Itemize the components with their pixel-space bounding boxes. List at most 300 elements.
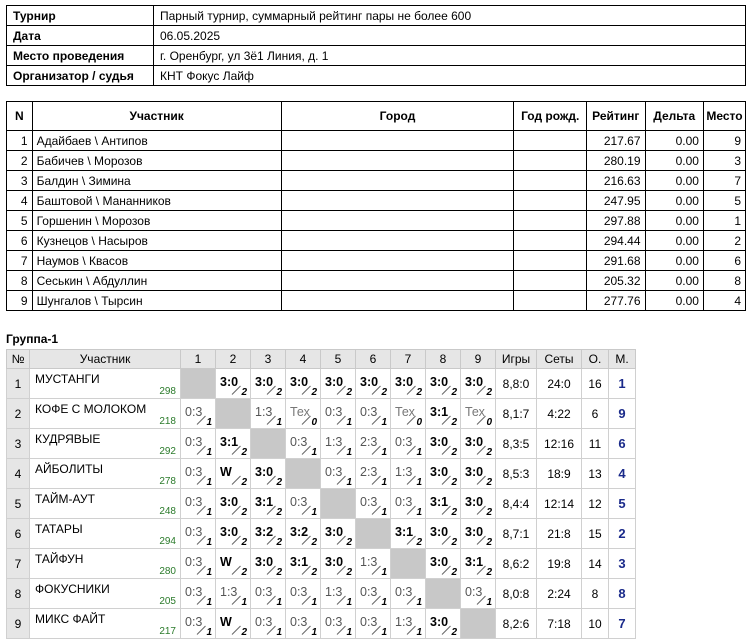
match-score: 0:3 xyxy=(255,615,273,629)
participant-name: Бабичев \ Морозов xyxy=(32,151,281,171)
participant-city xyxy=(281,191,514,211)
participant-name: Адайбаев \ Антипов xyxy=(32,131,281,151)
match-score: 0:3 xyxy=(360,495,378,509)
diagonal-cell xyxy=(461,609,496,639)
participant-place: 8 xyxy=(703,271,745,291)
group-row xyxy=(7,489,636,519)
team-games: 8,4:4 xyxy=(496,489,537,519)
match-cell[interactable] xyxy=(286,579,321,609)
participant-year xyxy=(514,131,587,151)
match-points: 1 xyxy=(346,447,352,458)
group-row xyxy=(7,609,636,639)
team-name: МУСТАНГИ xyxy=(35,372,100,386)
match-cell[interactable] xyxy=(286,549,321,579)
match-cell[interactable] xyxy=(426,429,461,459)
match-points: 2 xyxy=(276,537,282,548)
match-cell[interactable] xyxy=(391,429,426,459)
match-score: 0:3 xyxy=(290,495,308,509)
match-points: 2 xyxy=(241,537,247,548)
match-points: 2 xyxy=(451,567,457,578)
group-col-header: 7 xyxy=(391,350,426,369)
match-score: 3:0 xyxy=(325,375,344,389)
match-score: 0:3 xyxy=(360,615,378,629)
match-points: 1 xyxy=(206,417,212,428)
match-cell[interactable] xyxy=(251,489,286,519)
match-points: 1 xyxy=(381,477,387,488)
match-cell[interactable] xyxy=(216,369,251,399)
match-score: 1:3 xyxy=(360,555,378,569)
match-score: 0:3 xyxy=(360,585,378,599)
match-score: 3:0 xyxy=(465,525,484,539)
participant-place: 4 xyxy=(703,291,745,311)
participant-city xyxy=(281,211,514,231)
group-col-header: Игры xyxy=(496,350,537,369)
team-place: 9 xyxy=(609,399,636,429)
match-points: 2 xyxy=(451,387,457,398)
match-cell[interactable] xyxy=(216,549,251,579)
team-cell xyxy=(30,399,181,429)
match-score: 0:3 xyxy=(185,555,203,569)
match-score: 3:1 xyxy=(395,525,414,539)
match-score: 3:0 xyxy=(430,465,449,479)
match-cell[interactable] xyxy=(461,519,496,549)
group-col-header: № xyxy=(7,350,30,369)
match-points: 1 xyxy=(381,447,387,458)
match-score: 0:3 xyxy=(325,465,343,479)
match-cell[interactable] xyxy=(461,549,496,579)
match-cell[interactable] xyxy=(251,369,286,399)
participant-delta: 0.00 xyxy=(645,151,703,171)
match-score: 3:0 xyxy=(360,375,379,389)
match-score: 3:0 xyxy=(465,495,484,509)
match-score: 3:2 xyxy=(255,525,274,539)
team-points: 6 xyxy=(582,399,609,429)
match-cell[interactable] xyxy=(251,609,286,639)
match-cell[interactable] xyxy=(356,489,391,519)
col-n: N xyxy=(7,102,33,131)
match-cell[interactable] xyxy=(391,489,426,519)
match-cell[interactable] xyxy=(426,549,461,579)
team-cell xyxy=(30,489,181,519)
team-index: 4 xyxy=(7,459,30,489)
match-score: 3:0 xyxy=(255,465,274,479)
participant-name: Горшенин \ Морозов xyxy=(32,211,281,231)
info-row xyxy=(7,66,746,86)
match-score: 3:0 xyxy=(430,435,449,449)
match-score: 3:0 xyxy=(255,555,274,569)
match-score: 3:0 xyxy=(325,555,344,569)
participant-name: Наумов \ Квасов xyxy=(32,251,281,271)
participant-delta: 0.00 xyxy=(645,291,703,311)
group-row xyxy=(7,459,636,489)
match-cell[interactable] xyxy=(426,459,461,489)
participant-delta: 0.00 xyxy=(645,191,703,211)
participant-n: 7 xyxy=(7,251,33,271)
team-name: ТАЙМ-АУТ xyxy=(35,492,95,506)
match-cell[interactable] xyxy=(216,579,251,609)
team-sets: 12:16 xyxy=(537,429,582,459)
participant-year xyxy=(514,211,587,231)
team-points: 13 xyxy=(582,459,609,489)
diagonal-cell xyxy=(181,369,216,399)
score-slash xyxy=(232,566,241,575)
match-score: 3:0 xyxy=(220,525,239,539)
team-points: 8 xyxy=(582,579,609,609)
match-points: 2 xyxy=(241,387,247,398)
participant-row xyxy=(7,151,746,171)
team-place: 5 xyxy=(609,489,636,519)
team-rating: 248 xyxy=(159,506,176,517)
match-points: 2 xyxy=(486,387,492,398)
match-score: 3:1 xyxy=(430,405,449,419)
match-cell[interactable] xyxy=(251,549,286,579)
team-games: 8,8:0 xyxy=(496,369,537,399)
match-points: 1 xyxy=(276,597,282,608)
match-score: W xyxy=(220,465,232,479)
team-cell xyxy=(30,579,181,609)
match-cell[interactable] xyxy=(356,609,391,639)
match-score: 0:3 xyxy=(185,495,203,509)
team-points: 16 xyxy=(582,369,609,399)
match-cell[interactable] xyxy=(461,459,496,489)
group-row xyxy=(7,369,636,399)
match-points: 1 xyxy=(311,627,317,638)
match-points: 2 xyxy=(276,507,282,518)
match-cell[interactable] xyxy=(286,369,321,399)
match-score: 3:0 xyxy=(430,375,449,389)
group-title: Группа-1 xyxy=(6,332,59,346)
match-cell[interactable] xyxy=(356,369,391,399)
match-cell[interactable] xyxy=(216,489,251,519)
team-name: КОФЕ С МОЛОКОМ xyxy=(35,402,147,416)
tournament-info-table xyxy=(6,5,746,86)
team-name: ТАЙФУН xyxy=(35,552,84,566)
match-points: 1 xyxy=(486,597,492,608)
match-score: 3:0 xyxy=(465,435,484,449)
team-place: 1 xyxy=(609,369,636,399)
match-points: 1 xyxy=(206,597,212,608)
match-points: 2 xyxy=(241,507,247,518)
match-score: W xyxy=(220,615,232,629)
match-points: 1 xyxy=(206,567,212,578)
group-row xyxy=(7,549,636,579)
participant-rating: 217.67 xyxy=(587,131,645,151)
match-score: 0:3 xyxy=(185,585,203,599)
match-cell[interactable] xyxy=(321,369,356,399)
match-points: 2 xyxy=(346,567,352,578)
team-sets: 4:22 xyxy=(537,399,582,429)
info-value: КНТ Фокус Лайф xyxy=(154,66,746,86)
match-cell[interactable] xyxy=(251,399,286,429)
match-points: 2 xyxy=(381,387,387,398)
team-cell xyxy=(30,549,181,579)
group-col-header: 3 xyxy=(251,350,286,369)
col-city: Город xyxy=(281,102,514,131)
participant-year xyxy=(514,151,587,171)
match-score: 3:0 xyxy=(430,555,449,569)
match-cell[interactable] xyxy=(321,609,356,639)
match-cell[interactable] xyxy=(391,399,426,429)
match-points: 1 xyxy=(381,567,387,578)
match-cell[interactable] xyxy=(391,459,426,489)
group-col-header: 2 xyxy=(216,350,251,369)
match-cell[interactable] xyxy=(181,489,216,519)
match-cell[interactable] xyxy=(321,579,356,609)
match-score: 3:0 xyxy=(430,525,449,539)
match-points: 1 xyxy=(381,417,387,428)
match-cell[interactable] xyxy=(181,459,216,489)
match-points: 2 xyxy=(416,537,422,548)
diagonal-cell xyxy=(286,459,321,489)
match-score: 3:1 xyxy=(255,495,274,509)
match-score: 0:3 xyxy=(185,435,203,449)
group-col-header: 4 xyxy=(286,350,321,369)
match-cell[interactable] xyxy=(461,369,496,399)
match-points: 2 xyxy=(486,447,492,458)
diagonal-cell xyxy=(356,519,391,549)
match-cell[interactable] xyxy=(286,429,321,459)
participant-city xyxy=(281,251,514,271)
match-points: 1 xyxy=(381,627,387,638)
participant-row xyxy=(7,251,746,271)
match-cell[interactable] xyxy=(391,369,426,399)
match-points: 0 xyxy=(311,417,317,428)
match-cell[interactable] xyxy=(286,609,321,639)
participant-n: 2 xyxy=(7,151,33,171)
match-points: 2 xyxy=(451,477,457,488)
match-score: 3:1 xyxy=(290,555,309,569)
participant-name: Сеськин \ Абдуллин xyxy=(32,271,281,291)
match-score: 3:1 xyxy=(220,435,239,449)
match-cell[interactable] xyxy=(181,579,216,609)
match-score: Тех xyxy=(465,405,485,419)
match-points: 2 xyxy=(451,507,457,518)
team-index: 5 xyxy=(7,489,30,519)
match-cell[interactable] xyxy=(426,519,461,549)
match-score: 3:2 xyxy=(290,525,309,539)
team-sets: 12:14 xyxy=(537,489,582,519)
match-points: 1 xyxy=(416,507,422,518)
match-cell[interactable] xyxy=(181,399,216,429)
match-points: 2 xyxy=(311,567,317,578)
team-points: 10 xyxy=(582,609,609,639)
info-row xyxy=(7,6,746,26)
info-label: Место проведения xyxy=(7,46,154,66)
participant-row xyxy=(7,131,746,151)
score-slash xyxy=(232,476,241,485)
match-cell[interactable] xyxy=(286,519,321,549)
match-cell[interactable] xyxy=(286,399,321,429)
match-cell[interactable] xyxy=(216,429,251,459)
match-points: 2 xyxy=(451,417,457,428)
team-index: 8 xyxy=(7,579,30,609)
group-row xyxy=(7,399,636,429)
col-birth-year: Год рожд. xyxy=(514,102,587,131)
match-cell[interactable] xyxy=(461,489,496,519)
match-score: 0:3 xyxy=(290,585,308,599)
group-col-header: 5 xyxy=(321,350,356,369)
match-cell[interactable] xyxy=(426,369,461,399)
info-label: Дата xyxy=(7,26,154,46)
participant-rating: 247.95 xyxy=(587,191,645,211)
match-score: 0:3 xyxy=(185,405,203,419)
match-score: 3:1 xyxy=(465,555,484,569)
participant-n: 5 xyxy=(7,211,33,231)
match-cell[interactable] xyxy=(426,609,461,639)
match-points: 1 xyxy=(416,477,422,488)
participant-n: 1 xyxy=(7,131,33,151)
participant-year xyxy=(514,231,587,251)
match-points: 2 xyxy=(276,477,282,488)
match-points: 2 xyxy=(486,507,492,518)
match-points: 1 xyxy=(416,447,422,458)
match-points: 2 xyxy=(416,387,422,398)
match-cell[interactable] xyxy=(321,399,356,429)
match-cell[interactable] xyxy=(251,459,286,489)
match-points: 2 xyxy=(276,567,282,578)
team-points: 15 xyxy=(582,519,609,549)
diagonal-cell xyxy=(251,429,286,459)
match-cell[interactable] xyxy=(181,519,216,549)
match-score: 3:0 xyxy=(220,495,239,509)
team-games: 8,7:1 xyxy=(496,519,537,549)
participant-place: 1 xyxy=(703,211,745,231)
participant-year xyxy=(514,171,587,191)
participant-row xyxy=(7,171,746,191)
match-score: 0:3 xyxy=(360,405,378,419)
info-label: Организатор / судья xyxy=(7,66,154,86)
participant-n: 6 xyxy=(7,231,33,251)
match-cell[interactable] xyxy=(216,609,251,639)
match-score: 3:0 xyxy=(465,375,484,389)
participant-row xyxy=(7,211,746,231)
participant-delta: 0.00 xyxy=(645,131,703,151)
match-cell[interactable] xyxy=(181,549,216,579)
team-place: 8 xyxy=(609,579,636,609)
match-score: 3:0 xyxy=(465,465,484,479)
participant-year xyxy=(514,271,587,291)
match-cell[interactable] xyxy=(356,399,391,429)
participants-header-row xyxy=(7,102,746,131)
participant-name: Балдин \ Зимина xyxy=(32,171,281,191)
match-cell[interactable] xyxy=(356,549,391,579)
participant-rating: 205.32 xyxy=(587,271,645,291)
diagonal-cell xyxy=(216,399,251,429)
match-score: 0:3 xyxy=(395,495,413,509)
match-cell[interactable] xyxy=(461,429,496,459)
score-slash xyxy=(232,626,241,635)
participant-delta: 0.00 xyxy=(645,251,703,271)
match-cell[interactable] xyxy=(356,579,391,609)
team-index: 1 xyxy=(7,369,30,399)
group-col-header: Участник xyxy=(30,350,181,369)
participant-rating: 291.68 xyxy=(587,251,645,271)
match-cell[interactable] xyxy=(321,459,356,489)
match-cell[interactable] xyxy=(461,399,496,429)
team-rating: 294 xyxy=(159,536,176,547)
participant-city xyxy=(281,271,514,291)
group-col-header: 9 xyxy=(461,350,496,369)
match-score: 0:3 xyxy=(185,465,203,479)
team-games: 8,3:5 xyxy=(496,429,537,459)
participant-place: 9 xyxy=(703,131,745,151)
team-place: 6 xyxy=(609,429,636,459)
match-score: 0:3 xyxy=(325,615,343,629)
group-col-header: М. xyxy=(609,350,636,369)
info-label: Турнир xyxy=(7,6,154,26)
participant-place: 3 xyxy=(703,151,745,171)
match-cell[interactable] xyxy=(356,429,391,459)
match-points: 1 xyxy=(381,597,387,608)
diagonal-cell xyxy=(391,549,426,579)
match-cell[interactable] xyxy=(391,519,426,549)
match-score: Тех xyxy=(395,405,415,419)
match-cell[interactable] xyxy=(391,579,426,609)
match-score: 3:0 xyxy=(395,375,414,389)
participant-name: Кузнецов \ Насыров xyxy=(32,231,281,251)
participant-year xyxy=(514,191,587,211)
participant-rating: 294.44 xyxy=(587,231,645,251)
participant-year xyxy=(514,291,587,311)
group-col-header: 6 xyxy=(356,350,391,369)
info-row xyxy=(7,46,746,66)
match-score: 1:3 xyxy=(255,405,273,419)
match-cell[interactable] xyxy=(426,399,461,429)
participant-name: Шунгалов \ Тырсин xyxy=(32,291,281,311)
match-cell[interactable] xyxy=(391,609,426,639)
match-cell[interactable] xyxy=(216,519,251,549)
match-cell[interactable] xyxy=(356,459,391,489)
match-cell[interactable] xyxy=(426,489,461,519)
team-rating: 278 xyxy=(159,476,176,487)
match-cell[interactable] xyxy=(321,549,356,579)
match-points: 2 xyxy=(451,537,457,548)
info-row xyxy=(7,26,746,46)
match-cell[interactable] xyxy=(181,609,216,639)
match-score: 0:3 xyxy=(465,585,483,599)
match-points: 1 xyxy=(311,447,317,458)
team-name: МИКС ФАЙТ xyxy=(35,612,106,626)
match-cell[interactable] xyxy=(181,429,216,459)
participant-rating: 297.88 xyxy=(587,211,645,231)
match-score: 3:0 xyxy=(220,375,239,389)
team-games: 8,5:3 xyxy=(496,459,537,489)
match-cell[interactable] xyxy=(251,579,286,609)
match-score: 3:0 xyxy=(255,375,274,389)
match-points: 2 xyxy=(311,387,317,398)
match-cell[interactable] xyxy=(286,489,321,519)
match-score: 0:3 xyxy=(395,435,413,449)
match-points: 2 xyxy=(486,567,492,578)
match-cell[interactable] xyxy=(321,519,356,549)
match-points: 1 xyxy=(346,627,352,638)
group-col-header: 8 xyxy=(426,350,461,369)
match-score: 0:3 xyxy=(255,585,273,599)
team-cell xyxy=(30,429,181,459)
match-score: 3:0 xyxy=(430,615,449,629)
participant-city xyxy=(281,231,514,251)
match-cell[interactable] xyxy=(461,579,496,609)
col-rating: Рейтинг xyxy=(587,102,645,131)
participant-rating: 277.76 xyxy=(587,291,645,311)
match-cell[interactable] xyxy=(216,459,251,489)
match-cell[interactable] xyxy=(321,429,356,459)
match-score: 0:3 xyxy=(325,405,343,419)
team-index: 7 xyxy=(7,549,30,579)
match-cell[interactable] xyxy=(251,519,286,549)
match-score: Тех xyxy=(290,405,310,419)
match-score: 3:0 xyxy=(325,525,344,539)
